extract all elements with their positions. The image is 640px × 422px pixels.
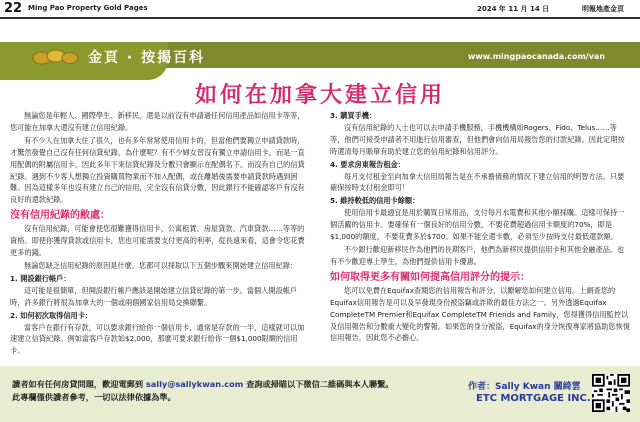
step-heading: 2. 如何初次取得信用卡： [10, 310, 93, 320]
header-divider [0, 17, 640, 19]
page-header [0, 0, 640, 17]
right-column [330, 110, 630, 345]
intro-paragraph: 無論您是年輕人、國際學生、新移民，還是以前沒有申請過任何信用產品如信用卡等等，您可能在加拿大還沒有建立信用紀錄。 [10, 111, 305, 132]
step-text: 使用信用卡最適宜是用於購買日常用品，支付每月水電費和其他小額採購。這樣可保持一個活躍的信用卡。要確保有一個良好的信用分數，不要花費超過信用卡額度的70%，即是$1,000的額度，不要花費多於$700。如果不能全還卡數，必須至少按時支付最低還款額。 [330, 208, 625, 242]
body-paragraph: 沒有信用紀錄，可能會使您很難獲得信用卡、公寓租賃、房屋貸款、汽車貸款……等等的資格。即使你獲得貸款或信用卡，您也可能需要支付更高的利率，從長遠來看，這會令您花費更多的錢。 [10, 224, 305, 258]
article-title: 如何在加拿大建立信用 [194, 83, 445, 108]
body-paragraph: 無論您缺乏信用紀錄的原因是什麼，您都可以採取以下五個步驟來開始建立信用紀錄： [24, 260, 298, 270]
step-text: 不少銀行歡迎新移民作為他們的長期客戶，他們為新移民提供信用卡和其他金融產品。也有不少歡迎專上學生，為他們提供信用卡優惠。 [330, 244, 625, 266]
step-text: 每月支付租金至向加拿大信用局報告是在不承擔債務的情況下建立信用的明智方法。只要確保按時支付租金即可！ [330, 171, 625, 193]
contact-text-before: 讀者如有任何房貸問題，歡迎電郵到 [12, 379, 146, 389]
page-number: 22 [4, 1, 23, 16]
contact-text-after: 查詢或掃瞄以下微信二維碼與本人聯繫。 [243, 379, 394, 389]
step-text: 沒有信用紀錄的人士也可以去申請手機服務，手機機構如Rogers、Fido、Telus……等等，他們可接受申請者不用進行信用審查，但他們會向信用局報告您的付款紀錄。因此定期按時還清每月賬單有助於建立您的信用紀錄和信用評分。 [330, 122, 625, 156]
step-heading: 5. 維持較低的信用卡餘額： [330, 196, 420, 206]
step-heading: 4. 要求房東報告租金： [330, 159, 405, 169]
author-name: 作者：Sally Kwan 關綺雲 [468, 382, 581, 392]
coin-decoration-icon [30, 48, 80, 66]
company-name: ETC MORTGAGE INC. [476, 393, 591, 404]
step-heading: 1. 開設銀行帳戶： [10, 273, 71, 283]
intro-paragraph: 有不少人在加拿大住了很久，也有多年常常使用信用卡的，但當他們要獨立申請貸款時，才驚然發覺自己沒有任何信貸紀錄。為什麼呢？有不少婦女習沒有獨立申請信用卡，而是一直用配偶的附屬信用卡，因此多年下來信貸紀錄及分數只會顯示在配偶名下。而沒有自己的信貸紀錄。遇到不少客人想獨立投資購買物業而不加入配偶，或在離婚後需要申請貸款時遇到困難。因為這樣多年也沒有建立自己的信用，完全沒有信貸分數，因此銀行不能確認客戶有沒有良好的還款紀錄。 [10, 135, 305, 205]
website-link[interactable]: www.mingpaocanada.com/van [468, 52, 606, 61]
section-heading: 如何取得更多有關如何提高信用評分的提示： [330, 271, 530, 283]
step-heading: 3. 購買手機： [330, 111, 377, 120]
contact-line [12, 379, 393, 390]
publication-date: 2024 年 11 月 14 日 [477, 5, 550, 13]
left-column [10, 110, 308, 358]
step-text: 這可能是很簡單，但開設銀行帳戶應該是開始建立信貸紀錄的第一步。當個人開設帳戶時，許多銀行將很為加拿大的一個或兩個國家信用局交換聯繫。 [10, 285, 298, 307]
step-text: 當客戶在銀行有存款，可以要求銀行給你一個信用卡，通常是存款的一半，這樣就可以加速建立信貸紀錄。例如當客戶存款如$2,000，那麼可要求銀行給你一個$1,000限額的信用卡。 [10, 322, 305, 356]
column-title: 金頁 · 按揭百科 [88, 50, 206, 66]
body-paragraph: 您可以免費在Equifax查閱您的信用報告和評分，以瞭解您如何建立信用。上網查您的Equifax信用報告是可以及早發現身份被盜竊或詐欺的最佳方法之一。另外透過Equifax CompleteTM Premier和Equifax CompleteTM Friends and Family，您得獲得信用監控以及信用報告和分數重大變化的警報。如果您的身分被盜，Equifax的身分恢復專家將協助您恢復信用報告，因此您不必擔心。 [330, 285, 630, 343]
email-link[interactable]: sally@sallykwan.com [145, 379, 244, 389]
section-name: 明報地產金頁 [582, 5, 624, 13]
wechat-qr-code-icon[interactable] [592, 374, 630, 412]
publication-name: Ming Pao Property Gold Pages [28, 4, 148, 12]
disclaimer: 此專欄僅供讀者參考，一切以法律依據為準。 [12, 392, 176, 402]
section-heading: 沒有信用紀錄的敝處： [10, 210, 110, 222]
